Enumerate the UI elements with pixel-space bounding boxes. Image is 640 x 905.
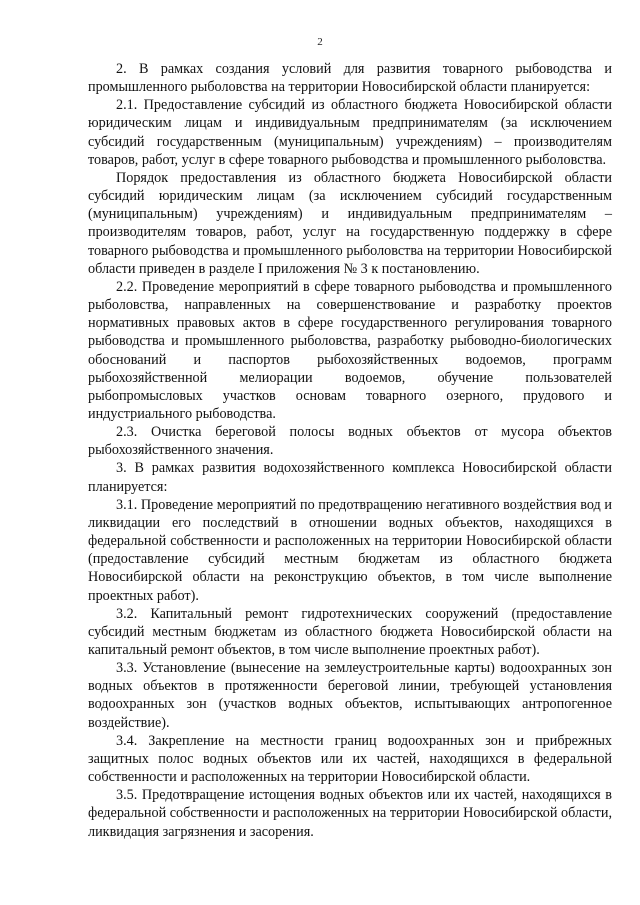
paragraph-3-1: 3.1. Проведение мероприятий по предотвращению негативного воздействия вод и ликвидации его последствий в отношении водных объектов, находящихся в федеральной собственности и расположенных на территории Новосибирской области (предоставление субсидий местным бюджетам из областного бюджета Новосибирской области на реконструкцию объектов, в том числе выполнение проектных работ). bbox=[88, 496, 612, 604]
paragraph-2-3: 2.3. Очистка береговой полосы водных объектов от мусора объектов рыбохозяйственного значения. bbox=[88, 424, 612, 459]
page-number: 2 bbox=[317, 36, 323, 48]
paragraph-2-2: 2.2. Проведение мероприятий в сфере товарного рыбоводства и промышленного рыболовства, направленных на совершенствование и разработку проектов нормативных правовых актов в сфере государственного регулирования товарного рыбоводства и промышленного рыболовства, разработку рыбоводно-биологических обоснований и паспортов рыбохозяйственных водоемов, программ рыбохозяйственной мелиорации водоемов, обучение пользователей рыбопромысловых участков основам товарного озерного, прудового и индустриального рыбоводства. bbox=[88, 278, 612, 422]
document-body bbox=[88, 60, 612, 841]
paragraph-procedure: Порядок предоставления из областного бюджета Новосибирской области субсидий юридическим лицам (за исключением субсидий государственным (муниципальным) учреждениям) и индивидуальным предпринимателям – производителям товаров, работ, услуг на государственную поддержку в сфере товарного рыбоводства и промышленного рыболовства на территории Новосибирской области приведен в разделе I приложения № 3 к постановлению. bbox=[88, 169, 612, 277]
paragraph-2: 2. В рамках создания условий для развития товарного рыбоводства и промышленного рыболовства на территории Новосибирской области планируется: bbox=[88, 61, 612, 96]
paragraph-3-4: 3.4. Закрепление на местности границ водоохранных зон и прибрежных защитных полос водных объектов или их частей, находящихся в федеральной собственности и расположенных на территории Новосибирской области. bbox=[88, 732, 612, 786]
paragraph-3-3: 3.3. Установление (вынесение на землеустроительные карты) водоохранных зон водных объектов в протяженности береговой линии, требующей установления водоохранных зон (участков водных объектов, испытывающих антропогенное воздействие). bbox=[88, 660, 612, 731]
paragraph-3-5: 3.5. Предотвращение истощения водных объектов или их частей, находящихся в федеральной собственности и расположенных на территории Новосибирской области, ликвидация загрязнения и засорения. bbox=[88, 787, 612, 840]
paragraph-2-1: 2.1. Предоставление субсидий из областного бюджета Новосибирской области юридическим лицам и индивидуальным предпринимателям (за исключением субсидий государственным (муниципальным) учреждениям) – производителям товаров, работ, услуг в сфере товарного рыбоводства и промышленного рыболовства. bbox=[88, 97, 612, 168]
paragraph-3-2: 3.2. Капитальный ремонт гидротехнических сооружений (предоставление субсидий местным бюджетам из областного бюджета Новосибирской области на капитальный ремонт объектов, в том числе выполнение проектных работ). bbox=[88, 605, 612, 658]
paragraph-3: 3. В рамках развития водохозяйственного комплекса Новосибирской области планируется: bbox=[88, 460, 612, 495]
